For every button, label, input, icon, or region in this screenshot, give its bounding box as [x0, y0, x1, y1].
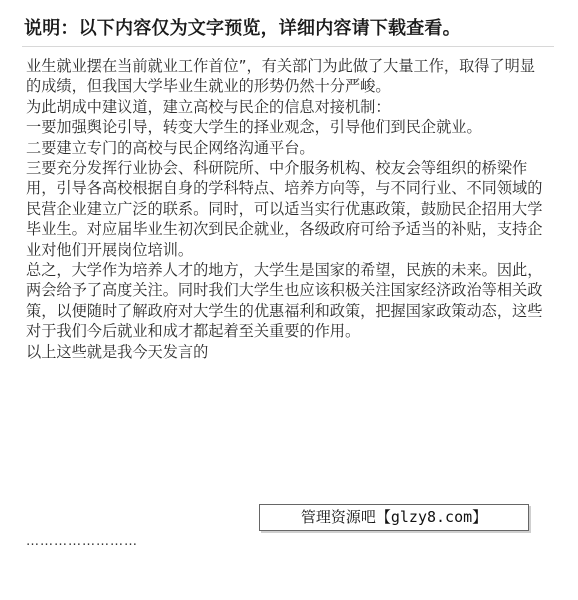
paragraph: 业生就业摆在当前就业工作首位”，有关部门为此做了大量工作，取得了明显的成绩，但我国大学毕业生就业的形势仍然十分严峻。 — [26, 57, 536, 96]
paragraph: 为此胡成中建议道，建立高校与民企的信息对接机制： — [26, 97, 391, 116]
header-divider — [22, 46, 554, 47]
paragraph: 二要建立专门的高校与民企网络沟通平台。 — [26, 138, 315, 157]
truncation-ellipsis: …………………… — [26, 534, 138, 549]
paragraph: 以上这些就是我今天发言的 — [26, 342, 209, 361]
watermark-banner: 管理资源吧【glzy8.com】 — [259, 504, 529, 531]
paragraph: 一要加强舆论引导，转变大学生的择业观念，引导他们到民企就业。 — [26, 118, 482, 137]
document-body — [26, 56, 546, 362]
preview-notice: 说明：以下内容仅为文字预览，详细内容请下载查看。 — [24, 18, 461, 39]
paragraph: 总之，大学作为培养人才的地方，大学生是国家的希望，民族的未来。因此，两会给予了高度关注。同时我们大学生也应该积极关注国家经济政治等相关政策，以便随时了解政府对大学生的优惠福利和政策，把握国家政策动态，这些对于我们今后就业和成才都起着至关重要的作用。 — [26, 261, 543, 341]
paragraph: 三要充分发挥行业协会、科研院所、中介服务机构、校友会等组织的桥梁作用，引导各高校根据自身的学科特点、培养方向等，与不同行业、不同领域的民营企业建立广泛的联系。同时，可以适当实行优惠政策，鼓励民企招用大学毕业生。对应届毕业生初次到民企就业，各级政府可给予适当的补贴，支持企业对他们开展岗位培训。 — [26, 159, 543, 259]
